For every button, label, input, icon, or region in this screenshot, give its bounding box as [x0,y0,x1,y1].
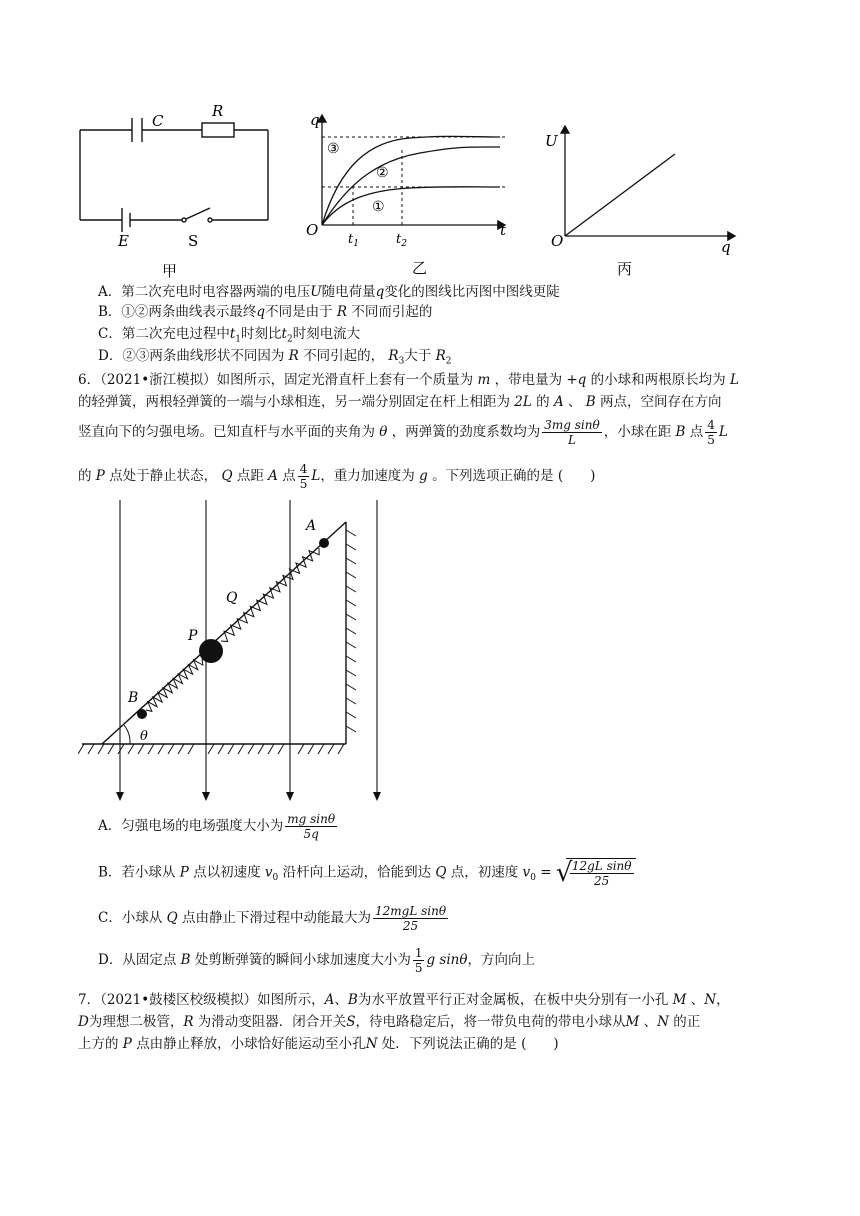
fig-label-P: P [188,628,198,644]
label-yi: 乙 [412,259,428,277]
incline-spring-diagram [78,500,398,805]
q7-line-2: D为理想二极管，R 为滑动变阻器．闭合开关S，待电路稳定后，将一带负电荷的带电小球从M 、N 的正 [78,1014,701,1030]
circuit-diagram [70,100,285,290]
curve-2-label: ② [376,165,389,181]
curve-1-label: ① [372,199,385,215]
label-C: C [152,112,164,130]
q6-line-4: 的 P 点处于静止状态， Q 点距 A 点 $\frac{4}{5}$ L，重力加速度为 g 。下列选项正确的是 ( ) [78,462,596,491]
fig-label-Q: Q [226,590,238,606]
q6-option-c: C．小球从 Q 点由静止下滑过程中动能最大为 $\frac{\text{12mgL sinθ}}{25}$ [98,904,447,933]
t1-label: $t_1$ [348,232,359,249]
label-R: R [212,102,224,120]
label-jia: 甲 [162,262,178,280]
q5-option-c: C．第二次充电过程中$t_1$时刻比$t_2$时刻电流大 [98,326,361,345]
fig-label-A: A [306,518,317,534]
q6-option-b: B．若小球从 P 点以初速度 $v_0$ 沿杆向上运动，恰能到达 Q 点，初速度 $v_0$ = √ $\frac{\text{12gL sinθ}}{25}$ [98,858,636,888]
q6-option-a: A．匀强电场的电场强度大小为 $\frac{\text{mg sinθ}}{5q}$ [98,812,336,841]
fig-label-theta: θ [140,729,148,744]
q5-option-b: B．①②两条曲线表示最终q不同是由于 R 不同而引起的 [98,304,433,320]
label-E: E [118,232,129,250]
q6-line-3: 竖直向下的匀强电场。已知直杆与水平面的夹角为 θ ，两弹簧的劲度系数均为 $\frac{\text{3mg sinθ}}{L}$ ，小球在距 B 点 $\frac{4}{5}$ L [78,418,728,447]
q5-option-a: A．第二次充电时电容器两端的电压U随电荷量q变化的图线比丙图中图线更陡 [98,284,560,300]
label-S: S [188,232,199,250]
q7-line-3: 上方的 P 点由静止释放，小球恰好能运动至小孔N 处．下列说法正确的是 ( ) [78,1036,559,1052]
q6-line-2: 的轻弹簧，两根轻弹簧的一端与小球相连，另一端分别固定在杆上相距为 2L 的 A 、 B 两点，空间存在方向 [78,394,722,410]
u-q-graph [545,118,745,283]
q6-option-d: D．从固定点 B 处剪断弹簧的瞬间小球加速度大小为 $\frac{1}{5}$ g sinθ，方向向上 [98,946,535,975]
label-bing: 丙 [617,260,633,278]
axis-q2-label: q [721,238,731,256]
axis-q-label: q [310,111,320,129]
origin2-label: O [551,232,564,250]
q7-line-1: 7．（2021•鼓楼区校级模拟）如图所示，A、B为水平放置平行正对金属板，在板中央分别有一小孔 M 、N， [78,992,730,1008]
origin-label: O [306,221,319,239]
fig-label-B: B [128,690,139,706]
q6-line-1: 6．（2021•浙江模拟）如图所示，固定光滑直杆上套有一个质量为 m ，带电量为 +q 的小球和两根原长均为 L [78,372,739,388]
q5-option-d: D．②③两条曲线形状不同因为 R 不同引起的， $R_3$大于 $R_2$ [98,348,452,367]
q-t-graph [300,105,520,285]
axis-t-label: t [500,221,507,239]
curve-3-label: ③ [327,141,340,157]
t2-label: $t_2$ [396,232,407,249]
axis-u-label: U [545,132,558,150]
